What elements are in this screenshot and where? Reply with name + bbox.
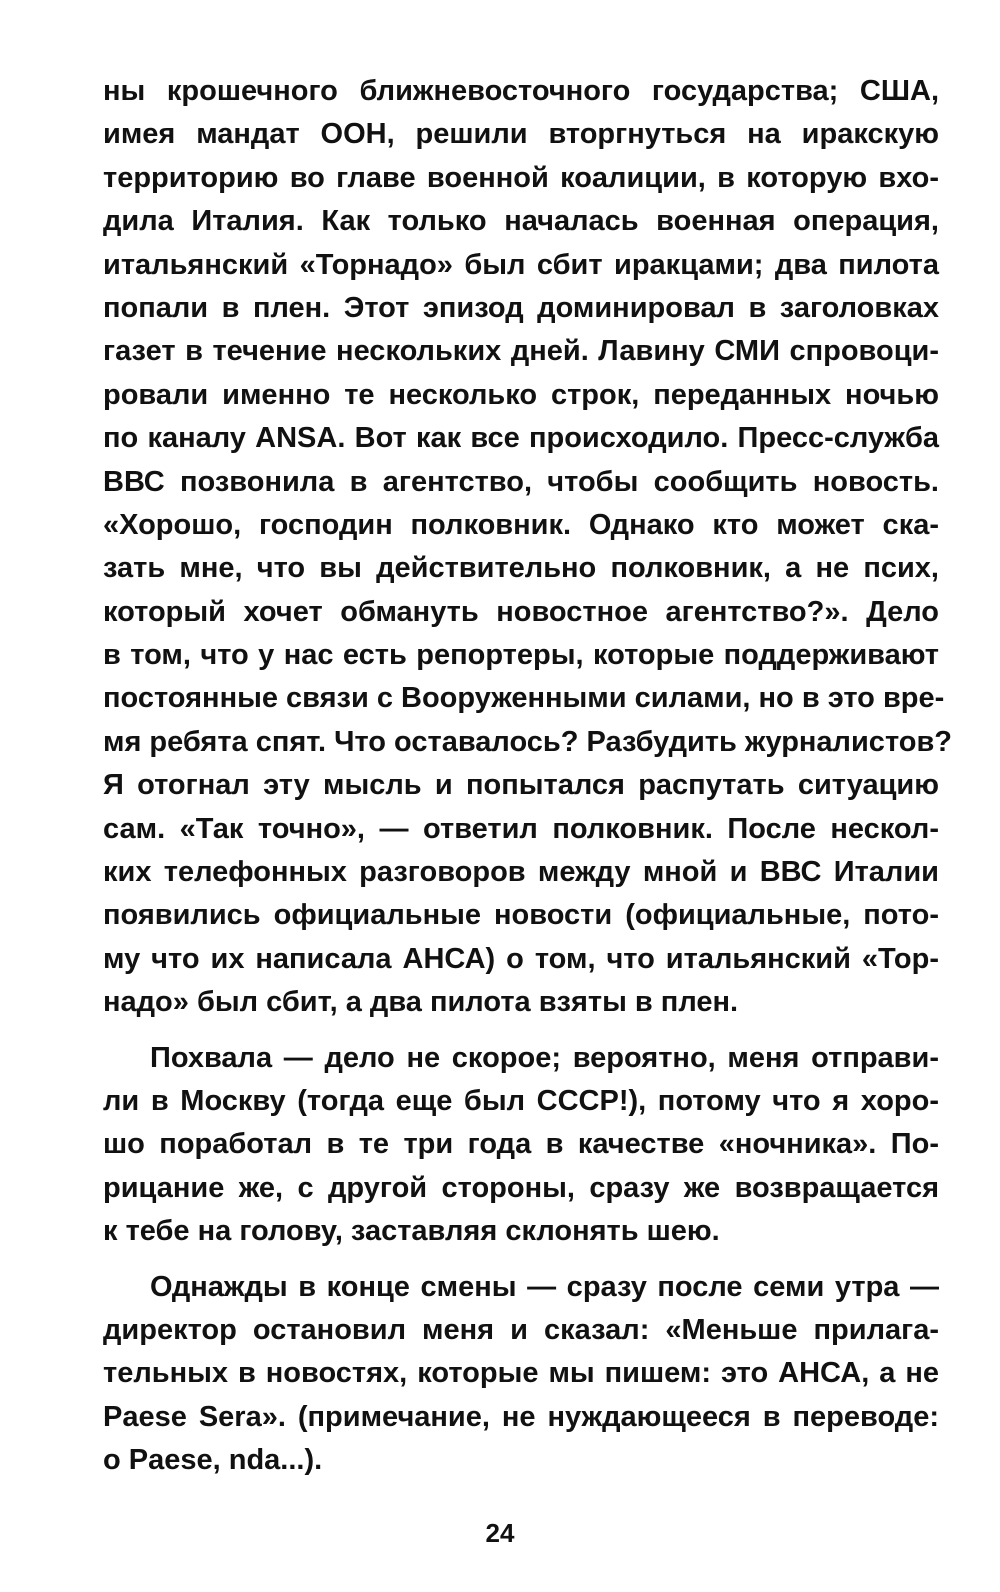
text-line: тельных в новостях, которые мы пишем: это АНСА, а не	[103, 1357, 939, 1390]
text-line: постоянные связи с Вооруженными силами, но в это вре-	[103, 682, 945, 715]
text-line: к тебе на голову, заставляя склонять шею.	[103, 1215, 720, 1248]
text-line: мя ребята спят. Что оставалось? Разбудить журналистов?	[103, 725, 953, 758]
text-line: зать мне, что вы действительно полковник, а не псих,	[103, 552, 939, 585]
text-line: ровали именно те несколько строк, переданных ночью	[103, 378, 939, 411]
text-line: в том, что у нас есть репортеры, которые поддерживают	[103, 639, 939, 672]
text-line: му что их написала АНСА) о том, что итальянский «Тор-	[103, 942, 939, 975]
text-line: надо» был сбит, а два пилота взяты в плен.	[103, 986, 739, 1019]
text-line: директор остановил меня и сказал: «Меньше прилага-	[103, 1313, 939, 1346]
text-line: о Paese, nda...).	[103, 1444, 323, 1477]
text-line: ких телефонных разговоров между мной и ВВС Италии	[103, 856, 939, 889]
paragraph	[103, 70, 953, 1025]
text-line: ВВС позвонила в агентство, чтобы сообщить новость.	[103, 465, 939, 498]
text-line: итальянский «Торнадо» был сбит иракцами; два пилота	[103, 248, 939, 281]
text-line: попали в плен. Этот эпизод доминировал в заголовках	[103, 291, 939, 324]
text-line: Однажды в конце смены — сразу после семи утра —	[150, 1270, 939, 1303]
paragraph-gap	[103, 1025, 939, 1037]
text-line: ли в Москву (тогда еще был СССР!), потому что я хоро-	[103, 1084, 939, 1117]
paragraph	[103, 1266, 939, 1483]
text-line: дила Италия. Как только началась военная операция,	[103, 205, 939, 238]
text-line: появились официальные новости (официальные, пото-	[103, 899, 939, 932]
text-line: по каналу ANSA. Вот как все происходило. Пресс-служба	[103, 422, 939, 455]
text-line: который хочет обмануть новостное агентство?». Дело	[103, 595, 939, 628]
paragraph-gap	[103, 1254, 939, 1266]
text-line: сам. «Так точно», — ответил полковник. После нескол-	[103, 812, 939, 845]
text-line: территорию во главе военной коалиции, в которую вхо-	[103, 161, 939, 194]
text-line: шо поработал в те три года в качестве «ночника». По-	[103, 1128, 939, 1161]
text-line: «Хорошо, господин полковник. Однако кто может ска-	[103, 508, 939, 541]
page-number: 24	[485, 1518, 515, 1548]
text-line: имея мандат ООН, решили вторгнуться на иракскую	[103, 118, 939, 151]
text-line: Похвала — дело не скорое; вероятно, меня отправи-	[150, 1041, 939, 1074]
text-line: ны крошечного ближневосточного государства; США,	[103, 75, 939, 107]
text-line: Я отогнал эту мысль и попытался распутать ситуацию	[103, 769, 939, 802]
paragraph	[103, 1037, 939, 1254]
body-text	[103, 70, 953, 1483]
text-line: рицание же, с другой стороны, сразу же возвращается	[103, 1171, 939, 1204]
text-line: газет в течение нескольких дней. Лавину СМИ спровоци-	[103, 335, 939, 368]
text-line: Paese Sera». (примечание, не нуждающееся в переводе:	[103, 1400, 939, 1433]
